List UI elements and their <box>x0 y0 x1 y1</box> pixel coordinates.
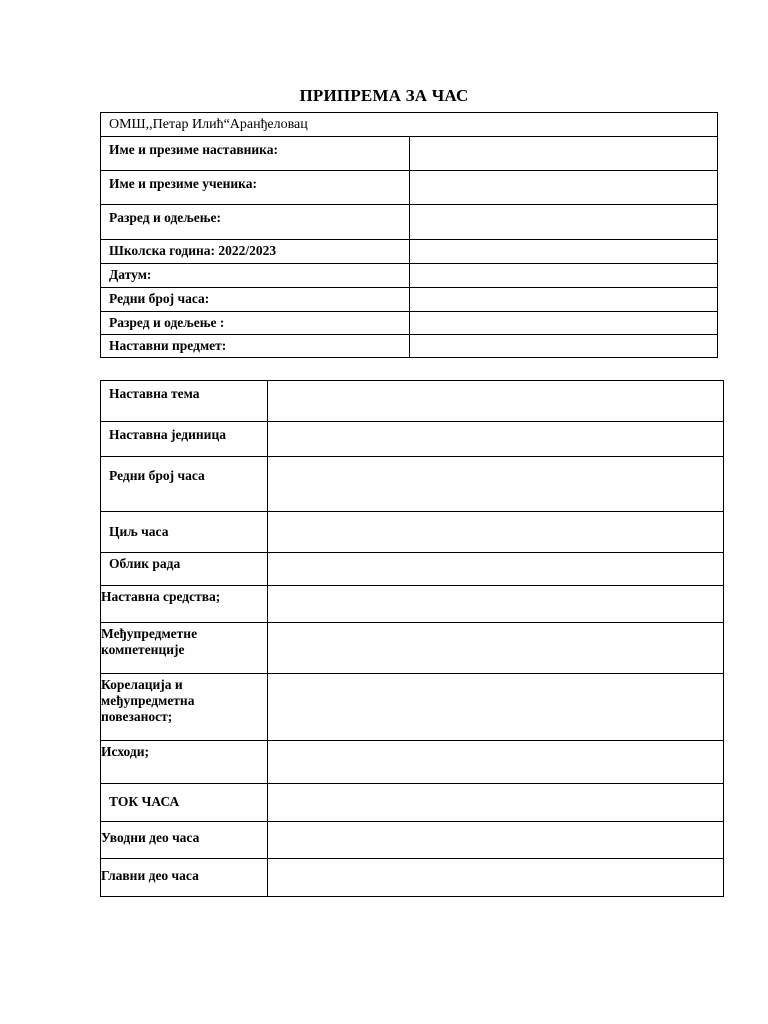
info-label: Име и презиме наставника: <box>101 137 410 171</box>
info-label: Разред и одељење : <box>101 312 410 335</box>
lesson-value-field[interactable] <box>268 586 724 623</box>
lesson-value-field[interactable] <box>268 623 724 674</box>
lesson-value-field[interactable] <box>268 512 724 553</box>
lesson-value-field[interactable] <box>268 859 724 897</box>
info-value-field[interactable] <box>409 171 718 205</box>
lesson-value-field[interactable] <box>268 784 724 822</box>
page-title: ПРИПРЕМА ЗА ЧАС <box>299 86 469 105</box>
lesson-label: Исходи; <box>101 741 268 784</box>
info-value-field[interactable] <box>409 264 718 288</box>
lesson-label: Редни број часа <box>101 457 268 512</box>
info-value-field[interactable] <box>409 335 718 358</box>
info-value-field[interactable] <box>409 240 718 264</box>
lesson-label: Међупредметне компетенције <box>101 623 268 674</box>
lesson-label: Облик рада <box>101 553 268 586</box>
teacher-info-table <box>100 112 718 358</box>
lesson-value-field[interactable] <box>268 553 724 586</box>
info-label: Редни број часа: <box>101 288 410 312</box>
lesson-section-heading: ТОК ЧАСА <box>101 784 268 822</box>
lesson-value-field[interactable] <box>268 381 724 422</box>
lesson-label: Наставна средства; <box>101 586 268 623</box>
info-value-field[interactable] <box>409 137 718 171</box>
info-label: Име и презиме ученика: <box>101 171 410 205</box>
info-label: Наставни предмет: <box>101 335 410 358</box>
info-label: Школска година: 2022/2023 <box>101 240 410 264</box>
lesson-label: Наставна тема <box>101 381 268 422</box>
lesson-label: Уводни део часа <box>101 822 268 859</box>
lesson-value-field[interactable] <box>268 741 724 784</box>
lesson-label: Наставна јединица <box>101 422 268 457</box>
school-name: ОМШ,,Петар Илић“Аранђеловац <box>101 113 718 137</box>
lesson-value-field[interactable] <box>268 422 724 457</box>
lesson-value-field[interactable] <box>268 822 724 859</box>
info-value-field[interactable] <box>409 288 718 312</box>
info-label: Разред и одељење: <box>101 205 410 240</box>
lesson-label: Циљ часа <box>101 512 268 553</box>
info-value-field[interactable] <box>409 312 718 335</box>
lesson-plan-table <box>100 380 724 897</box>
info-label: Датум: <box>101 264 410 288</box>
info-value-field[interactable] <box>409 205 718 240</box>
lesson-value-field[interactable] <box>268 674 724 741</box>
lesson-label: Корелација и међупредметна повезаност; <box>101 674 268 741</box>
lesson-label: Главни део часа <box>101 859 268 897</box>
lesson-value-field[interactable] <box>268 457 724 512</box>
